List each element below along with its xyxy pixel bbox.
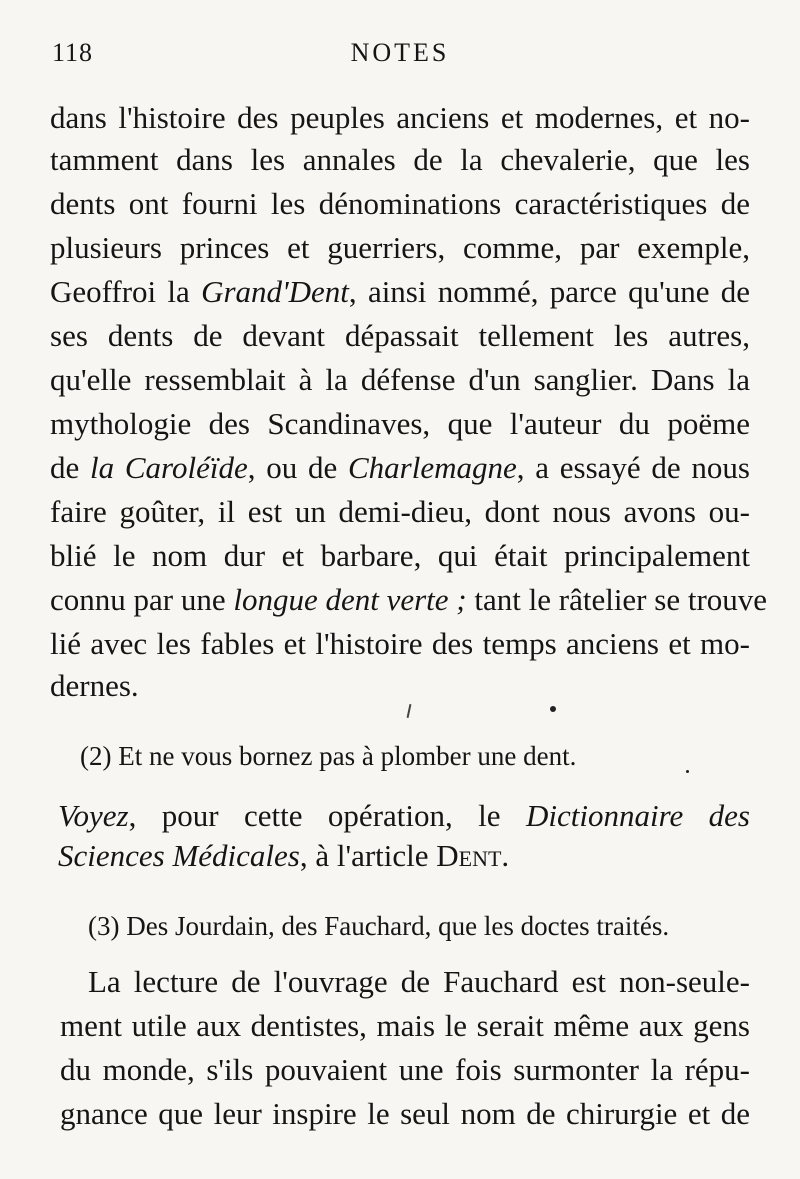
body-line: connu par une longue dent verte ; tant le râtelier se trouve [50, 582, 768, 617]
page-number: 118 [52, 38, 94, 67]
note-3-line: gnance que leur inspire le seul nom de chirurgie et de [60, 1096, 750, 1131]
body-line: dernes. [50, 668, 139, 703]
ink-speck [550, 706, 556, 712]
body-line: tamment dans les annales de la chevalerie, que les [50, 142, 750, 177]
body-line: blié le nom dur et barbare, qui était principalement [50, 538, 750, 573]
body-line: dents ont fourni les dénominations caractéristiques de [50, 186, 750, 221]
small-caps-word: Dent [436, 838, 502, 873]
note-2-line: Voyez, pour cette opération, le Dictionnaire des [58, 798, 750, 833]
note-2-line: Sciences Médicales, à l'article Dent. [58, 838, 510, 873]
note-3-quote: (3) Des Jourdain, des Fauchard, que les doctes traités. [88, 911, 670, 941]
italic-title: la Caroléïde [90, 450, 248, 485]
body-line: ses dents de devant dépassait tellement les autres, [50, 318, 750, 353]
note-3-line: La lecture de l'ouvrage de Fauchard est non-seule- [88, 964, 750, 999]
italic-title: Charlemagne [347, 450, 517, 485]
body-line: mythologie des Scandinaves, que l'auteur du poëme [50, 406, 750, 441]
body-line: faire goûter, il est un demi-dieu, dont nous avons ou- [50, 494, 750, 529]
note-3-line: ment utile aux dentistes, mais le serait même aux gens [60, 1008, 750, 1043]
body-line: plusieurs princes et guerriers, comme, par exemple, [50, 230, 750, 265]
italic-title: Dictionnaire des [525, 798, 750, 833]
body-line: dans l'histoire des peuples anciens et modernes, et no- [50, 100, 750, 135]
italic-term: Grand'Dent [201, 274, 349, 309]
italic-title: Sciences Médicales [58, 838, 300, 873]
ink-speck [686, 770, 689, 773]
ink-mark [407, 704, 412, 718]
note-3-line: du monde, s'ils pouvaient une fois surmonter la répu- [60, 1052, 750, 1087]
running-head: NOTES [350, 38, 450, 67]
body-line: lié avec les fables et l'histoire des temps anciens et mo- [50, 626, 750, 661]
page-header [52, 38, 748, 78]
body-line: Geoffroi la Grand'Dent, ainsi nommé, parce qu'une de [50, 274, 750, 309]
body-line: de la Caroléïde, ou de Charlemagne, a essayé de nous [50, 450, 750, 485]
note-2-quote: (2) Et ne vous bornez pas à plomber une dent. [80, 741, 577, 771]
body-line: qu'elle ressemblait à la défense d'un sanglier. Dans la [50, 362, 750, 397]
italic-phrase: longue dent verte ; [233, 582, 467, 617]
